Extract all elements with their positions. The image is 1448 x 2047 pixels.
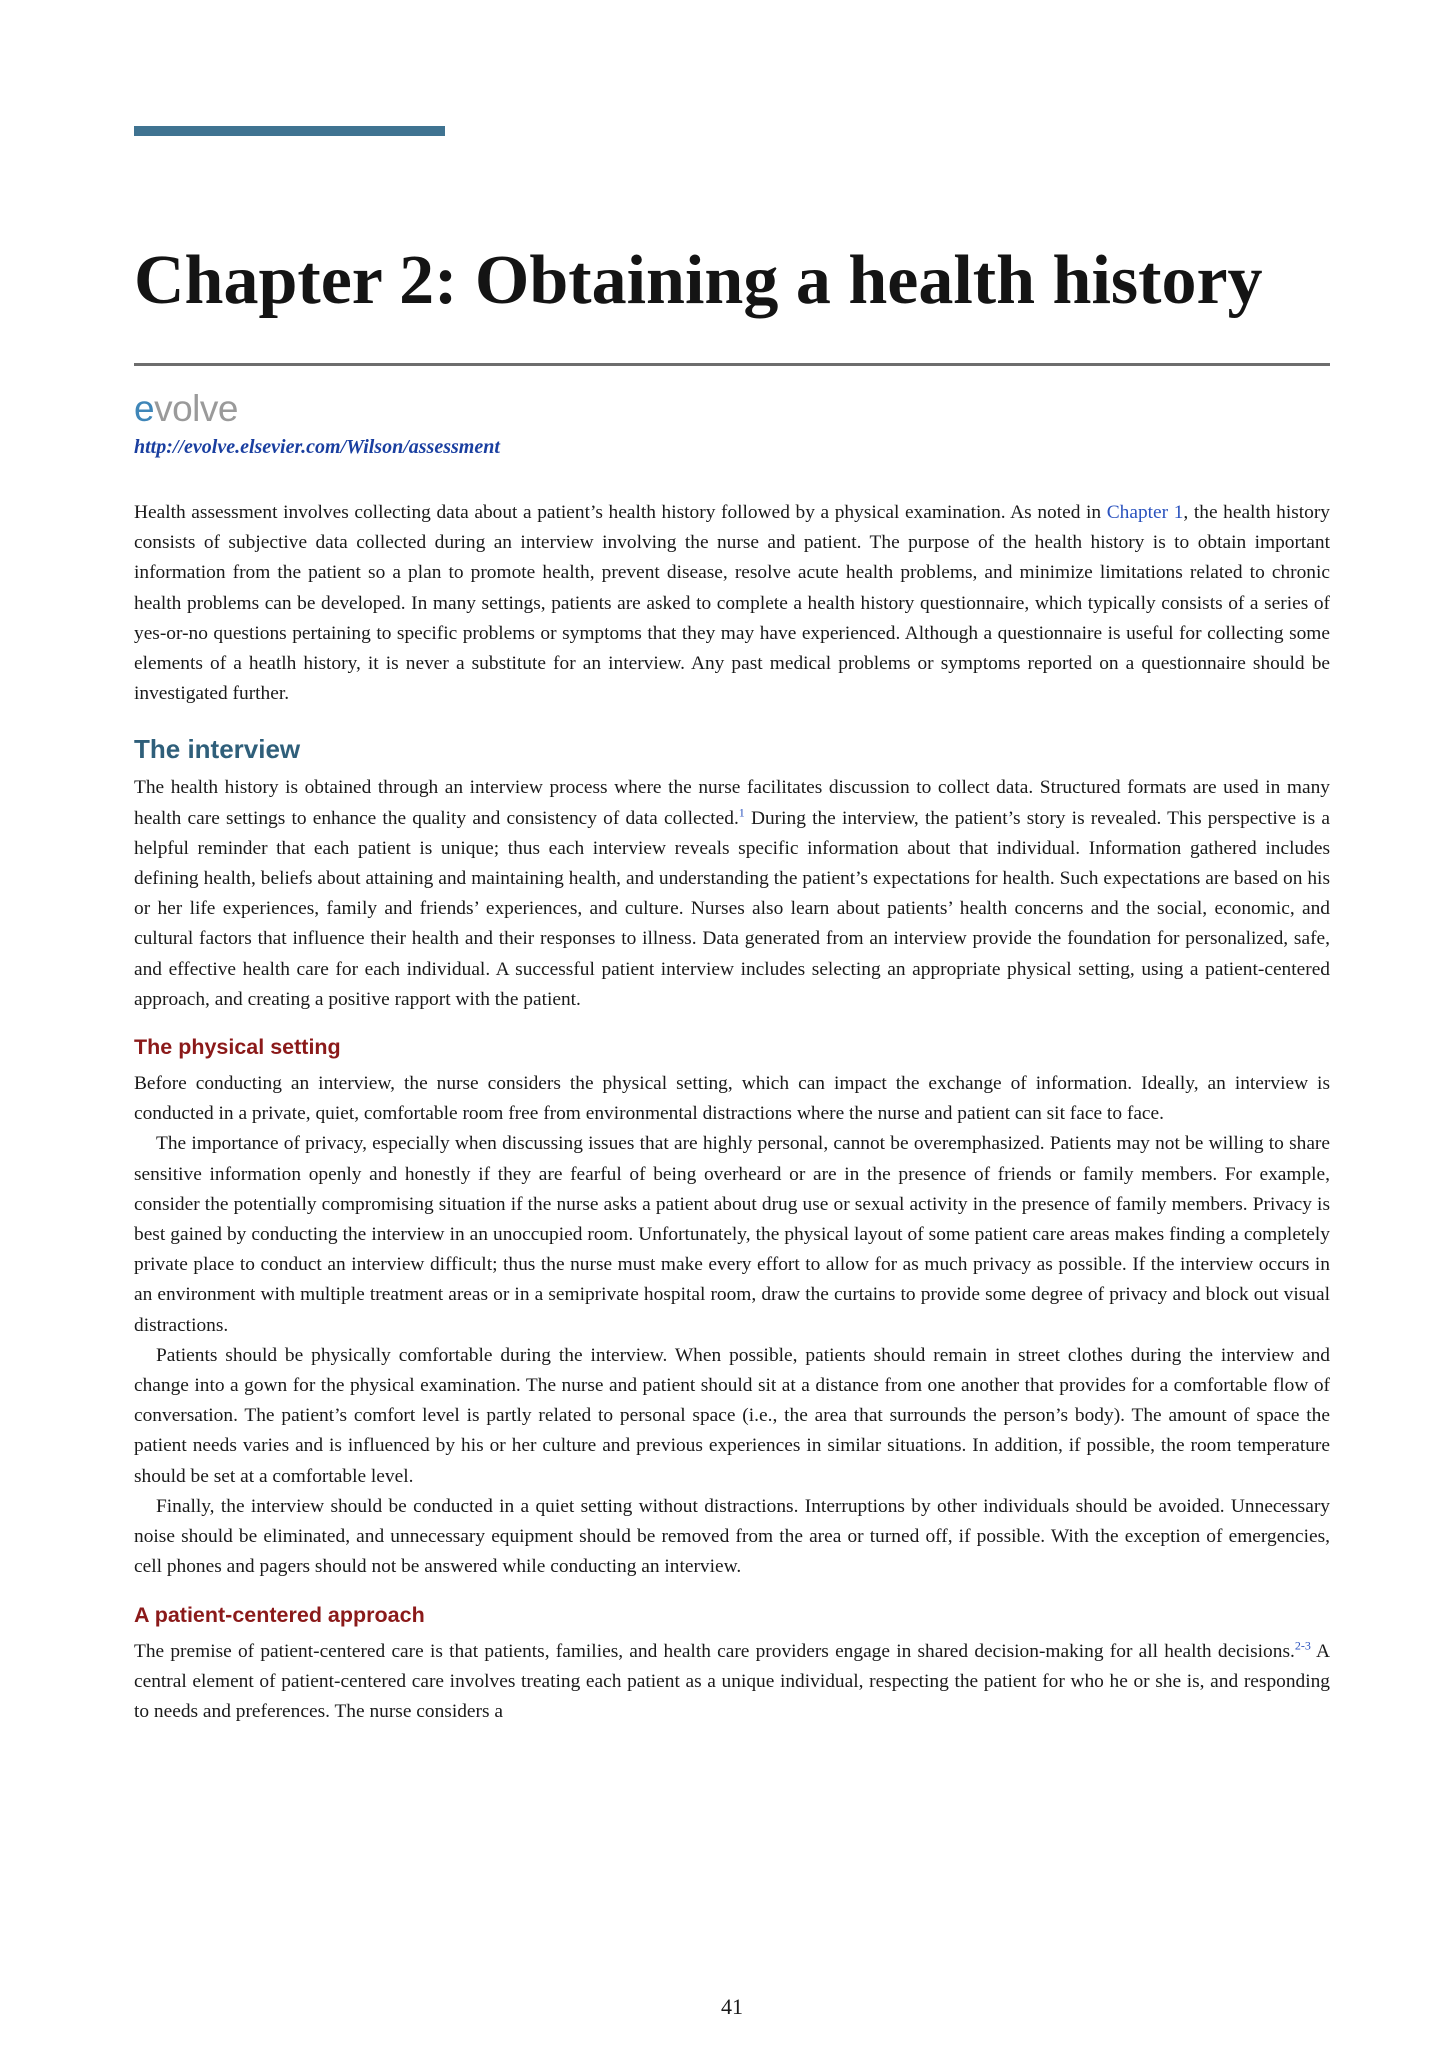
evolve-logo: [134, 390, 238, 427]
intro-text-a: Health assessment involves collecting data about a patient’s health history followed by a physical examination. As noted in: [134, 502, 1107, 523]
chapter-title: Chapter 2: Obtaining a health history: [134, 242, 1263, 319]
physical-setting-paragraph-1: Before conducting an interview, the nurse considers the physical setting, which can impact the exchange of information. Ideally, an interview is conducted in a private, quiet, comfortable room free from environmental distractions where the nurse and patient can sit face to face.: [134, 1073, 1330, 1125]
interview-paragraph: [134, 773, 1330, 1015]
physical-setting-paragraph-2: The importance of privacy, especially when discussing issues that are highly personal, cannot be overemphasized. Patients may not be willing to share sensitive information openly and honestly if they are fearful of being overheard or are in the presence of friends or family members. For example, consider the potentially compromising situation if the nurse asks a patient about drug use or sexual activity in the presence of family members. Privacy is best gained by conducting the interview in an unoccupied room. Unfortunately, the physical layout of some patient care areas makes finding a completely private place to conduct an interview difficult; thus the nurse must make every effort to allow for as much privacy as possible. If the interview occurs in an environment with multiple treatment areas or in a semiprivate hospital room, draw the curtains to provide some degree of privacy and block out visual distractions.: [134, 1133, 1330, 1336]
title-divider: [134, 363, 1330, 366]
reference-2-3-link[interactable]: 2-3: [1294, 1638, 1311, 1653]
intro-text-b: , the health history consists of subjective data collected during an interview involving the nurse and patient. The purpose of the health history is to obtain important information from the patient so a plan to promote health, prevent disease, resolve acute health problems, and minimize limitations related to chronic health problems can be developed. In many settings, patients are asked to complete a health history questionnaire, which typically consists of a series of yes-or-no questions pertaining to specific problems or symptoms that they may have experienced. Although a questionnaire is useful for collecting some elements of a heatlh history, it is never a substitute for an interview. Any past medical problems or symptoms reported on a questionnaire should be investigated further.: [134, 502, 1330, 705]
interview-text-a: The health history is obtained through an interview process where the nurse facilitates discussion to collect data. Structured formats are used in many health care settings to enhance the quality and consistency of data collected.: [134, 777, 1330, 829]
subsection-heading-patient-centered: A patient-centered approach: [134, 1602, 425, 1627]
evolve-logo-e: e: [134, 388, 155, 429]
physical-setting-paragraph-4: Finally, the interview should be conducted in a quiet setting without distractions. Interruptions by other individuals should be avoided. Unnecessary noise should be eliminated, and unnecessary equipment should be removed from the area or turned off, if possible. With the exception of emergencies, cell phones and pagers should not be answered while conducting an interview.: [134, 1495, 1330, 1578]
interview-text-b: During the interview, the patient’s story is revealed. This perspective is a helpful reminder that each patient is unique; thus each interview reveals specific information about that individual. Information gathered includes defining health, beliefs about attaining and maintaining health, and understanding the patient’s expectations for health. Such expectations are based on his or her life experiences, family and friends’ experiences, and culture. Nurses also learn about patients’ health concerns and the social, economic, and cultural factors that influence their health and their responses to illness. Data generated from an interview provide the foundation for personalized, safe, and effective health care for each individual. A successful patient interview includes selecting an appropriate physical setting, using a patient-centered approach, and creating a positive rapport with the patient.: [134, 807, 1330, 1010]
page-number: 41: [721, 1994, 743, 2019]
chapter-accent-bar: [134, 126, 445, 136]
section-heading-interview: The interview: [134, 734, 301, 765]
patient-centered-paragraph: [134, 1637, 1330, 1728]
subsection-heading-physical-setting: The physical setting: [134, 1035, 341, 1060]
chapter-1-link[interactable]: Chapter 1: [1106, 502, 1184, 523]
evolve-logo-rest: volve: [154, 388, 238, 429]
physical-setting-paragraph-3: Patients should be physically comfortable during the interview. When possible, patients should remain in street clothes during the interview and change into a gown for the physical examination. The nurse and patient should sit at a distance from one another that provides for a comfortable flow of conversation. The patient’s comfort level is partly related to personal space (i.e., the area that surrounds the person’s body). The amount of space the patient needs varies and is influenced by his or her culture and previous experiences in similar situations. In addition, if possible, the room temperature should be set at a comfortable level.: [134, 1344, 1330, 1487]
patient-centered-text-a: The premise of patient-centered care is that patients, families, and health care providers engage in shared decision-making for all health decisions.: [134, 1640, 1295, 1662]
chapter-body: [134, 498, 1330, 1727]
patient-centered-text-b: A central element of patient-centered care involves treating each patient as a unique individual, respecting the patient for who he or she is, and responding to needs and preferences. The nurse considers a: [134, 1640, 1330, 1722]
intro-paragraph: [134, 498, 1330, 709]
evolve-link[interactable]: http://evolve.elsevier.com/Wilson/assessment: [134, 436, 500, 458]
reference-1-link[interactable]: 1: [738, 805, 745, 820]
